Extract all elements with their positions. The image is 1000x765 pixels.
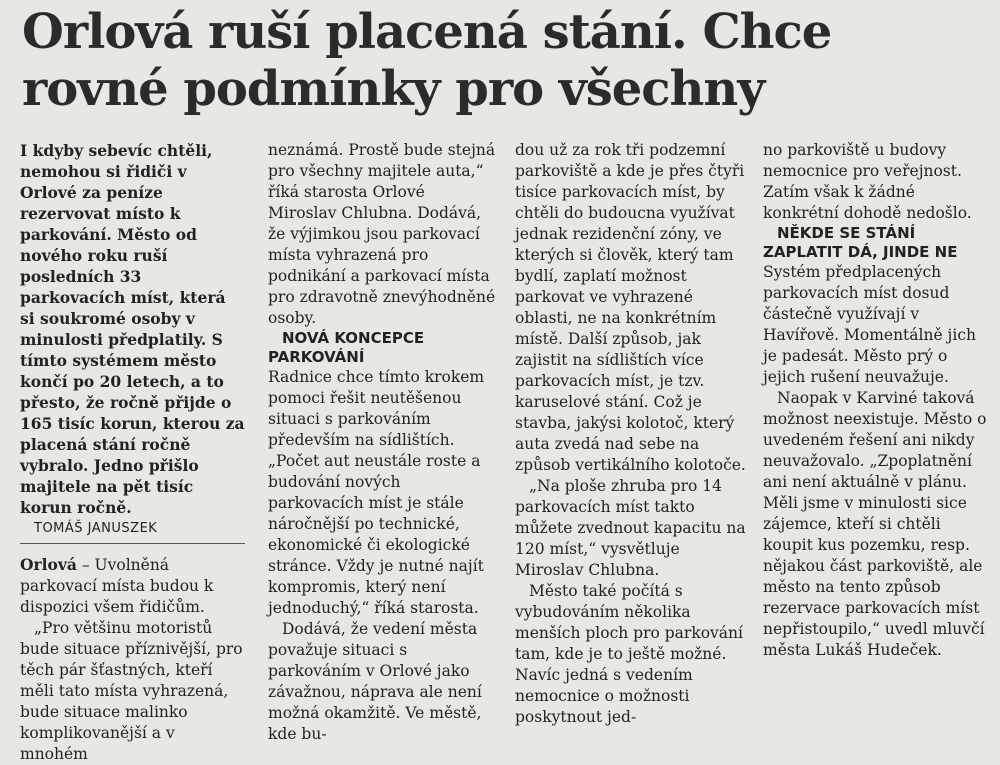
paragraph: Naopak v Karviné taková možnost neexistuje. Město o uvedeném řešení ani nikdy neuvažovalo. „Zpoplatnění ani není aktuálně v plánu. Měli jsme v minulosti sice zájemce, kteří si chtěli koupit kus pozemku, resp. nějakou část parkoviště, ale město na tento způsob rezervace parkovacích míst nepřistoupilo,“ uvedl mluvčí města Lukáš Hudeček. — [763, 389, 987, 659]
paragraph: Dodává, že vedení města považuje situaci s parkováním v Orlové jako závažnou, náprava ale není možná okamžitě. Ve městě, kde bu- — [268, 620, 482, 743]
column-1 — [20, 140, 245, 765]
dateline-place: Orlová — [20, 555, 77, 574]
paragraph: Město také počítá s vybudováním několika menších ploch pro parkování tam, kde je to ještě možné. Navíc jedná s vedením nemocnice o možnosti poskytnout jed- — [515, 582, 743, 726]
paragraph: Radnice chce tímto krokem pomoci řešit neutěšenou situaci s parkováním především na sídlištích. „Počet aut neustále roste a budování nových parkovacích míst je stále náročnější po technické, ekonomické či ekologické stránce. Vždy je nutné najít kompromis, který není jednoduchý,“ říká starosta. — [268, 368, 485, 617]
article-author: TOMÁŠ JANUSZEK — [20, 518, 245, 544]
subheading: NOVÁ KONCEPCE PARKOVÁNÍ — [268, 329, 425, 366]
subheading: NĚKDE SE STÁNÍ ZAPLATIT DÁ, JINDE NE — [763, 224, 958, 261]
paragraph-text: – Uvolněná parkovací místa budou k dispozici všem řidičům. — [20, 556, 214, 616]
paragraph: neznámá. Prostě bude stejná pro všechny majitele auta,“ říká starosta Orlové Miroslav Chlubna. Dodává, že výjimkou jsou parkovací místa vyhrazená pro podnikání a parkovací místa pro zdravotně znevýhodněné osoby. — [268, 141, 496, 327]
column-4 — [763, 140, 991, 661]
paragraph: „Na ploše zhruba pro 14 parkovacích míst takto můžete zvednout kapacitu na 120 míst,“ vysvětluje Miroslav Chlubna. — [515, 477, 746, 579]
paragraph: Systém předplacených parkovacích míst dosud částečně využívají v Havířově. Momentálně jich je padesát. Město prý o jejich rušení neuvažuje. — [763, 263, 976, 386]
paragraph: „Pro většinu motoristů bude situace příznivější, pro těch pár šťastných, kteří měli tato místa vyhrazená, bude situace malinko komplikovanější a v mnohém — [20, 619, 243, 763]
column-3 — [515, 140, 747, 728]
column-2 — [268, 140, 498, 745]
paragraph: dou už za rok tři podzemní parkoviště a kde je přes čtyři tisíce parkovacích míst, by chtěli do budoucna využívat jednak rezidenční zóny, ve kterých si člověk, který tam bydlí, zaplatí možnost parkovat ve vyhrazené oblasti, ne na konkrétním místě. Další způsob, jak zajistit na sídlištích více parkovacích míst, je tzv. karuselové stání. Což je stavba, jakýsi kolotoč, který auta zvedá nad sebe na způsob vertikálního kolotoče. — [515, 141, 746, 474]
article-perex: I kdyby sebevíc chtěli, nemohou si řidiči v Orlové za peníze rezervovat místo k parkování. Město od nového roku ruší posledních 33 parkovacích míst, která si soukromé osoby v minulosti předplatily. S tímto systémem město končí po 20 letech, a to přesto, že ročně přijde o 165 tisíc korun, kterou za placená stání ročně vybralo. Jedno přišlo majitele na pět tisíc korun ročně. — [20, 141, 245, 517]
article-headline: Orlová ruší placená stání. Chce rovné podmínky pro všechny — [22, 4, 832, 117]
paragraph: no parkoviště u budovy nemocnice pro veřejnost. Zatím však k žádné konkrétní dohodě nedošlo. — [763, 141, 972, 222]
paragraph — [20, 554, 245, 618]
